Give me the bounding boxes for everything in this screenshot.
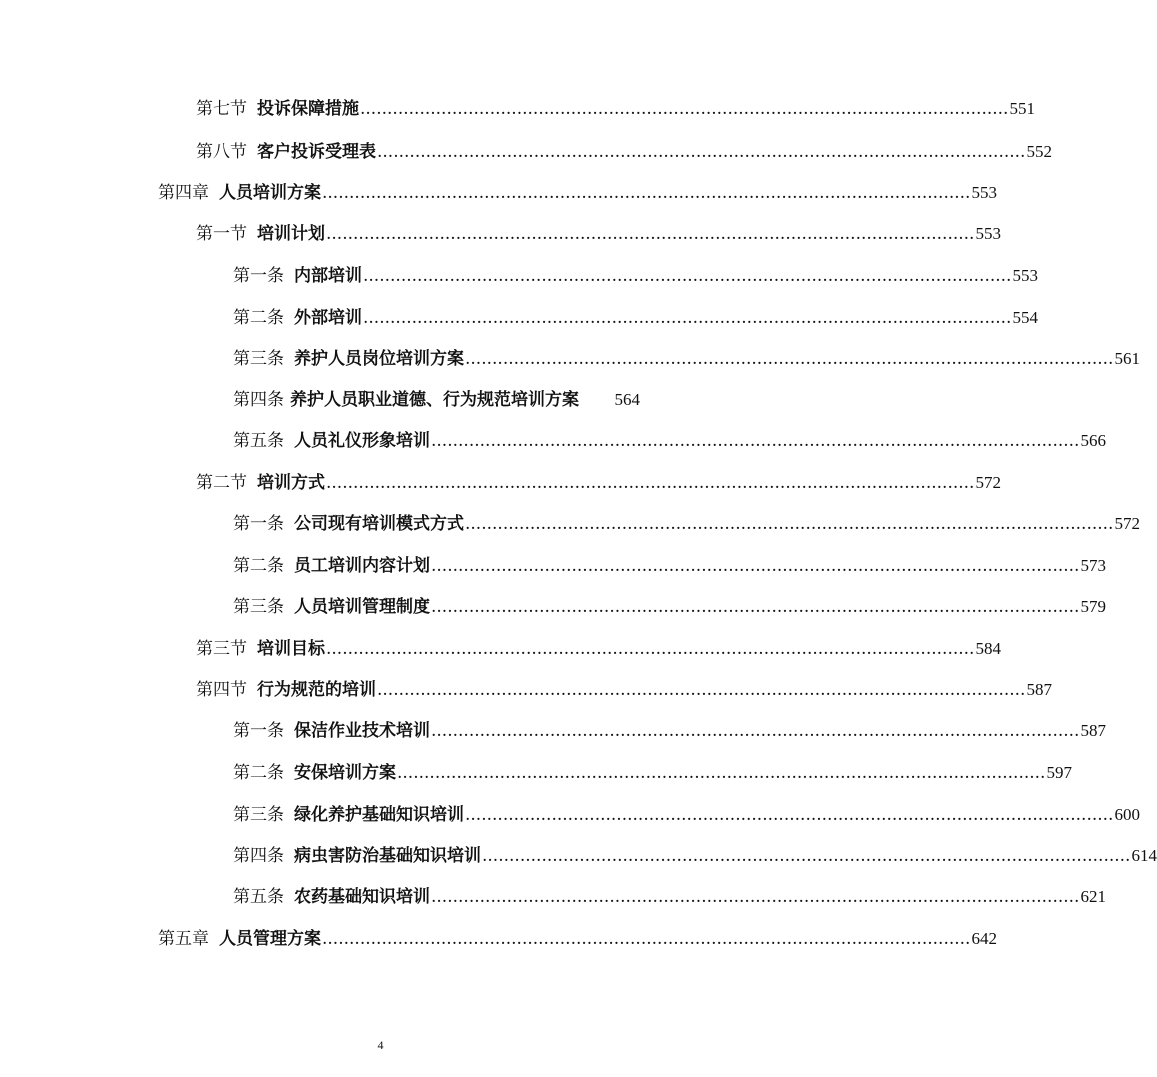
toc-entry-title: 投诉保障措施 — [257, 99, 359, 119]
toc-leader-dots: ........................................................................................................................ — [363, 308, 1012, 328]
toc-entry[interactable] — [233, 554, 1106, 578]
toc-entry[interactable] — [233, 388, 640, 412]
toc-leader-dots: ........................................................................................................................ — [431, 556, 1080, 576]
toc-leader-dots: ........................................................................................................................ — [397, 763, 1046, 783]
toc-entry-number: 第三条 — [233, 349, 284, 369]
toc-entry[interactable] — [233, 595, 1106, 619]
toc-entry-title: 养护人员岗位培训方案 — [294, 349, 464, 369]
toc-entry-page: 597 — [1046, 763, 1072, 782]
toc-entry[interactable] — [233, 719, 1106, 743]
toc-entry-title: 人员培训管理制度 — [294, 597, 430, 617]
toc-entry[interactable] — [233, 264, 1038, 288]
toc-entry[interactable] — [196, 222, 1001, 246]
toc-entry-page: 573 — [1080, 556, 1106, 575]
toc-entry-page: 587 — [1026, 680, 1052, 699]
toc-entry-page: 551 — [1009, 99, 1035, 118]
toc-entry-page: 552 — [1026, 142, 1052, 161]
toc-entry-number: 第一条 — [233, 514, 284, 534]
toc-entry-number: 第五章 — [158, 929, 209, 949]
toc-leader-dots: ........................................................................................................................ — [431, 597, 1080, 617]
toc-entry-number: 第四章 — [158, 183, 209, 203]
toc-entry-number: 第二条 — [233, 763, 284, 783]
toc-entry[interactable] — [233, 512, 1140, 536]
toc-entry-page: 561 — [1114, 349, 1140, 368]
toc-entry-number: 第八节 — [196, 142, 247, 162]
toc-entry-title: 绿化养护基础知识培训 — [294, 805, 464, 825]
toc-entry-title: 人员管理方案 — [219, 929, 321, 949]
toc-entry-page: 587 — [1080, 721, 1106, 740]
toc-leader-dots: ........................................................................................................................ — [465, 805, 1114, 825]
toc-leader-dots: ........................................................................................................................ — [431, 887, 1080, 907]
toc-entry-number: 第三条 — [233, 597, 284, 617]
toc-entry-page: 600 — [1114, 805, 1140, 824]
page-number: 4 — [377, 1038, 384, 1052]
toc-entry-title: 病虫害防治基础知识培训 — [294, 846, 481, 866]
toc-entry-page: 553 — [1012, 266, 1038, 285]
toc-entry-title: 农药基础知识培训 — [294, 887, 430, 907]
toc-entry-number: 第二条 — [233, 308, 284, 328]
toc-leader-dots: ........................................................................................................................ — [377, 142, 1026, 162]
toc-entry-title: 安保培训方案 — [294, 763, 396, 783]
toc-entry[interactable] — [196, 471, 1001, 495]
toc-entry-title: 人员礼仪形象培训 — [294, 431, 430, 451]
toc-entry[interactable] — [233, 429, 1106, 453]
toc-entry-title: 人员培训方案 — [219, 183, 321, 203]
toc-entry-page: 553 — [975, 224, 1001, 243]
toc-entry-page: 621 — [1080, 887, 1106, 906]
toc-entry-number: 第四条 — [233, 390, 284, 410]
toc-entry-title: 公司现有培训模式方式 — [294, 514, 464, 534]
toc-entry-title: 培训计划 — [257, 224, 325, 244]
toc-entry-title: 内部培训 — [294, 266, 362, 286]
toc-entry-number: 第一条 — [233, 266, 284, 286]
toc-entry[interactable] — [196, 97, 1035, 121]
toc-entry[interactable] — [233, 885, 1106, 909]
toc-entry-number: 第五条 — [233, 887, 284, 907]
toc-entry-title: 行为规范的培训 — [257, 680, 376, 700]
toc-entry-title: 培训方式 — [257, 473, 325, 493]
toc-leader-dots: ........................................................................................................................ — [326, 473, 975, 493]
toc-entry-page: 614 — [1131, 846, 1157, 865]
toc-entry-title: 外部培训 — [294, 308, 362, 328]
toc-entry-number: 第三条 — [233, 805, 284, 825]
toc-entry-title: 培训目标 — [257, 639, 325, 659]
toc-entry[interactable] — [196, 637, 1001, 661]
toc-entry-page: 564 — [614, 390, 640, 409]
toc-leader-dots: ........................................................................................................................ — [322, 929, 971, 949]
toc-leader-dots: ........................................................................................................................ — [465, 514, 1114, 534]
toc-entry-title: 客户投诉受理表 — [257, 142, 376, 162]
toc-entry-page: 642 — [971, 929, 997, 948]
toc-entry[interactable] — [158, 927, 997, 951]
toc-leader-dots: ........................................................................................................................ — [363, 266, 1012, 286]
toc-entry-number: 第五条 — [233, 431, 284, 451]
toc-entry-title: 保洁作业技术培训 — [294, 721, 430, 741]
toc-entry-page: 572 — [975, 473, 1001, 492]
toc-leader-dots: ........................................................................................................................ — [482, 846, 1131, 866]
toc-leader-dots: ........................................................................................................................ — [322, 183, 971, 203]
toc-entry[interactable] — [196, 678, 1052, 702]
toc-leader-dots: ........................................................................................................................ — [326, 224, 975, 244]
toc-entry-page: 584 — [975, 639, 1001, 658]
toc-entry-number: 第一条 — [233, 721, 284, 741]
toc-leader-dots: ........................................................................................................................ — [465, 349, 1114, 369]
toc-entry-page: 554 — [1012, 308, 1038, 327]
toc-entry-number: 第四条 — [233, 846, 284, 866]
toc-entry-number: 第二条 — [233, 556, 284, 576]
toc-entry-page: 579 — [1080, 597, 1106, 616]
toc-entry[interactable] — [233, 803, 1140, 827]
toc-entry-page: 566 — [1080, 431, 1106, 450]
toc-leader-dots: ........................................................................................................................ — [431, 721, 1080, 741]
toc-leader-dots: ........................................................................................................................ — [360, 99, 1009, 119]
toc-leader-dots: ........................................................................................................................ — [377, 680, 1026, 700]
toc-entry[interactable] — [158, 181, 997, 205]
toc-entry[interactable] — [233, 347, 1140, 371]
toc-entry-title: 养护人员职业道德、行为规范培训方案 — [290, 390, 579, 410]
toc-entry-number: 第七节 — [196, 99, 247, 119]
toc-entry-number: 第二节 — [196, 473, 247, 493]
toc-leader-dots: ........................................................................................................................ — [326, 639, 975, 659]
toc-entry[interactable] — [233, 844, 1157, 868]
toc-entry-title: 员工培训内容计划 — [294, 556, 430, 576]
toc-entry[interactable] — [233, 761, 1072, 785]
toc-leader-dots: ........................................................................................................................ — [431, 431, 1080, 451]
toc-entry-page: 572 — [1114, 514, 1140, 533]
toc-entry-page: 553 — [971, 183, 997, 202]
toc-entry[interactable] — [233, 306, 1038, 330]
toc-entry-number: 第三节 — [196, 639, 247, 659]
toc-entry-number: 第一节 — [196, 224, 247, 244]
toc-entry[interactable] — [196, 140, 1052, 164]
toc-entry-number: 第四节 — [196, 680, 247, 700]
